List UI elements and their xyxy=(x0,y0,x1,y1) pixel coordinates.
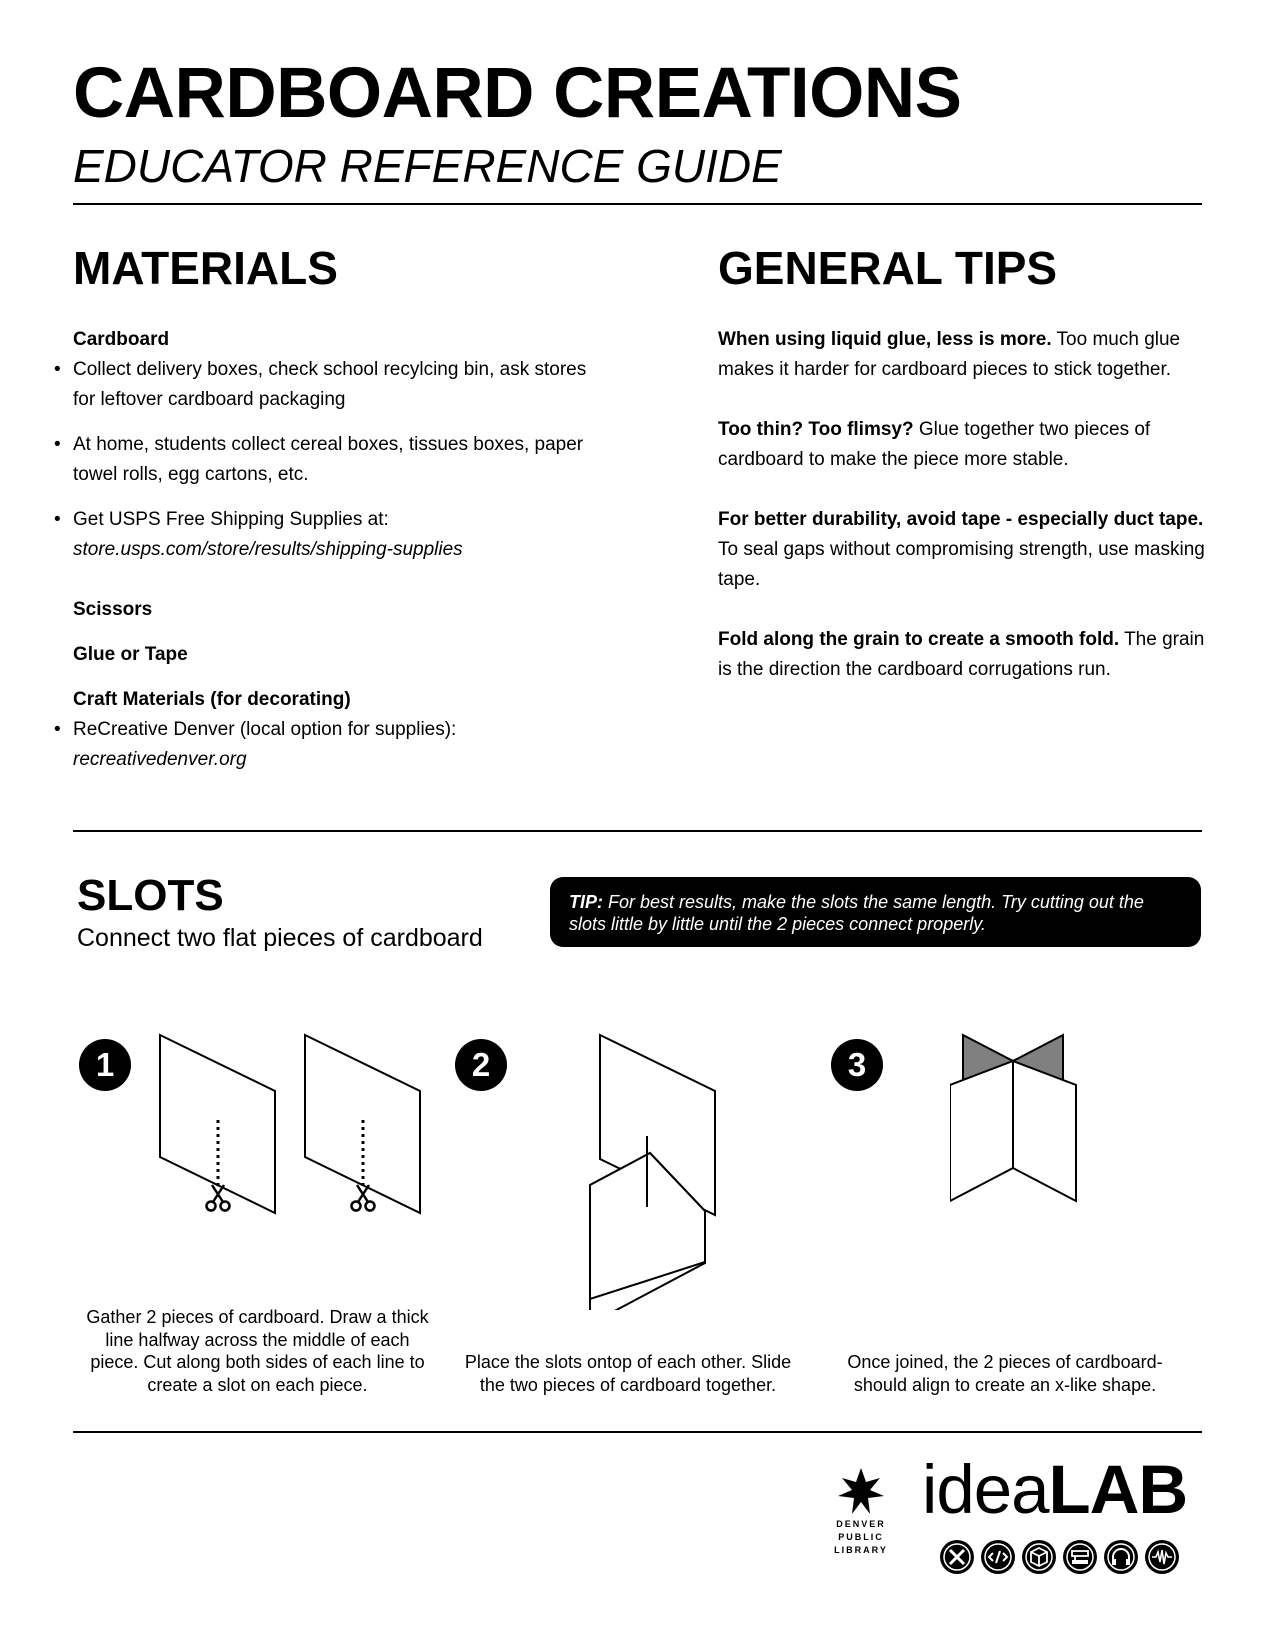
list-item: • Collect delivery boxes, check school recylcing bin, ask stores for leftover cardboard packaging xyxy=(73,355,613,415)
step1-illustration xyxy=(150,1025,440,1225)
divider xyxy=(73,1431,1202,1433)
cardboard-piece xyxy=(305,1035,420,1213)
cardboard-piece xyxy=(1013,1061,1076,1201)
tip-bold: Too thin? Too flimsy? xyxy=(718,419,914,440)
scissors-label: Scissors xyxy=(73,599,153,620)
step-number: 2 xyxy=(455,1039,507,1091)
step-caption: Place the slots ontop of each other. Slide the two pieces of cardboard together. xyxy=(464,1352,792,1395)
tip-bold: For better durability, avoid tape - especially duct tape. xyxy=(718,509,1204,530)
list-item: • At home, students collect cereal boxes, tissues boxes, paper towel rolls, egg cartons, etc. xyxy=(73,430,613,490)
step-number: 1 xyxy=(79,1039,131,1091)
cardboard-piece xyxy=(160,1035,275,1213)
code-icon xyxy=(981,1540,1015,1574)
tip-item xyxy=(718,625,1208,685)
usps-text: Get USPS Free Shipping Supplies at: xyxy=(73,509,389,530)
step3-illustration xyxy=(950,1025,1090,1215)
dpl-line: DENVER xyxy=(836,1519,886,1529)
step-caption: Once joined, the 2 pieces of cardboard-should align to create an x-like shape. xyxy=(847,1352,1163,1395)
dpl-logo-icon xyxy=(838,1468,884,1514)
usps-link[interactable]: store.usps.com/store/results/shipping-supplies xyxy=(73,539,463,560)
tips-list xyxy=(718,325,1208,715)
dpl-logo-text xyxy=(826,1518,896,1557)
tip-label: TIP: xyxy=(569,892,603,912)
brand-bold: LAB xyxy=(1048,1451,1188,1528)
step2-illustration xyxy=(580,1025,730,1310)
tip-bold: When using liquid glue, less is more. xyxy=(718,329,1052,350)
page-title: CARDBOARD CREATIONS xyxy=(73,54,962,133)
tools-icon xyxy=(940,1540,974,1574)
page-subtitle: EDUCATOR REFERENCE GUIDE xyxy=(73,140,782,192)
divider xyxy=(73,830,1202,832)
sewing-machine-icon xyxy=(1063,1540,1097,1574)
tip-text: Too much glue makes it harder for cardboard pieces to stick together. xyxy=(718,329,1181,380)
dpl-line: PUBLIC xyxy=(838,1532,884,1542)
step-caption: Gather 2 pieces of cardboard. Draw a thick line halfway across the middle of each piece. Cut along both sides of each line to create a slot on each piece. xyxy=(86,1307,429,1395)
recreative-link[interactable]: recreativedenver.org xyxy=(73,749,247,770)
brand-light: idea xyxy=(922,1451,1049,1528)
idealab-logo xyxy=(922,1451,1188,1528)
tip-item xyxy=(718,505,1208,595)
waveform-icon xyxy=(1145,1540,1179,1574)
slots-subheading: Connect two flat pieces of cardboard xyxy=(77,924,483,952)
slots-heading: SLOTS xyxy=(77,871,224,920)
materials-list xyxy=(73,325,613,775)
step-number: 3 xyxy=(831,1039,883,1091)
list-item xyxy=(73,715,613,775)
recreative-text: ReCreative Denver (local option for supplies): xyxy=(73,719,457,740)
list-item xyxy=(73,505,613,565)
materials-heading: MATERIALS xyxy=(73,242,338,294)
cardboard-label: Cardboard xyxy=(73,329,170,350)
glue-label: Glue or Tape xyxy=(73,644,188,665)
cardboard-piece xyxy=(950,1061,1013,1201)
craft-label: Craft Materials (for decorating) xyxy=(73,689,351,710)
tip-bold: Fold along the grain to create a smooth fold. xyxy=(718,629,1120,650)
headphones-icon xyxy=(1104,1540,1138,1574)
tip-callout xyxy=(550,877,1201,947)
tip-item xyxy=(718,415,1208,475)
dpl-line: LIBRARY xyxy=(834,1545,888,1555)
idealab-icons xyxy=(940,1540,1186,1579)
tip-item xyxy=(718,325,1208,385)
tip-text: Glue together two pieces of cardboard to make the piece more stable. xyxy=(718,419,1151,470)
tip-text: The grain is the direction the cardboard corrugations run. xyxy=(718,629,1205,680)
cube-icon xyxy=(1022,1540,1056,1574)
divider xyxy=(73,203,1202,205)
tip-callout-text: For best results, make the slots the same length. Try cutting out the slots little by little until the 2 pieces connect properly. xyxy=(569,892,1144,934)
tip-text: To seal gaps without compromising strength, use masking tape. xyxy=(718,539,1205,590)
tips-heading: GENERAL TIPS xyxy=(718,242,1058,294)
